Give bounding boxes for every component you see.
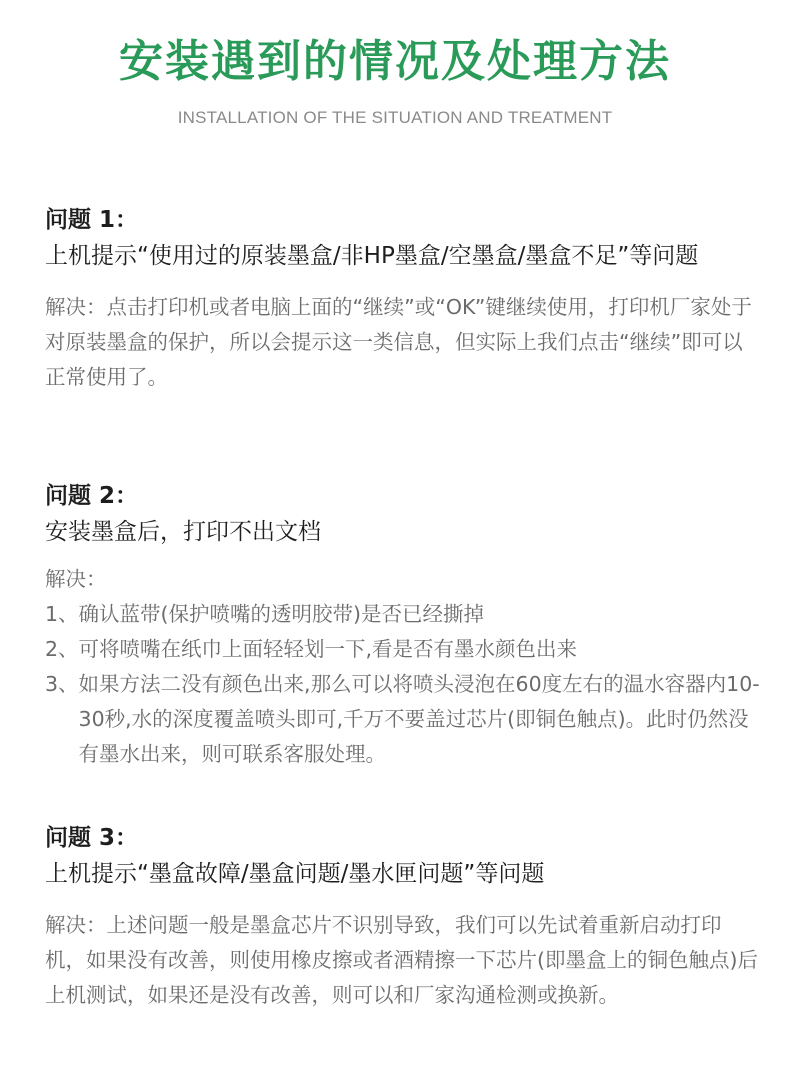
problem-1-solution: 解决：点击打印机或者电脑上面的“继续”或“OK”键继续使用，打印机厂家处于对原装墨盒的保护，所以会提示这一类信息，但实际上我们点击“继续”即可以正常使用了。: [45, 295, 752, 389]
problem-1-text: 上机提示“使用过的原装墨盒/非HP墨盒/空墨盒/墨盒不足”等问题: [45, 243, 699, 269]
page-subtitle: INSTALLATION OF THE SITUATION AND TREATMENT: [177, 108, 613, 127]
problem-3-solution: 解决：上述问题一般是墨盒芯片不识别导致，我们可以先试着重新启动打印机，如果没有改善，则使用橡皮擦或者酒精擦一下芯片(即墨盒上的铜色触点)后上机测试，如果还是没有改善，则可以和厂家沟通检测或换新。: [45, 913, 758, 1007]
problem-section-2: [45, 478, 760, 772]
solution-step: [45, 667, 760, 772]
step-text: 可将喷嘴在纸巾上面轻轻划一下,看是否有墨水颜色出来: [78, 637, 578, 661]
problem-section-1: [45, 202, 760, 395]
step-number: 1、: [45, 602, 79, 626]
problem-3-text: 上机提示“墨盒故障/墨盒问题/墨水匣问题”等问题: [45, 861, 545, 887]
step-text: 确认蓝带(保护喷嘴的透明胶带)是否已经撕掉: [78, 602, 485, 626]
solution-step: [45, 597, 760, 632]
problem-2-label: 问题 2：: [45, 483, 139, 509]
problem-section-3: [45, 820, 760, 1013]
page-title: 安装遇到的情况及处理方法: [119, 36, 671, 87]
problem-2-solution-label: 解决：: [45, 567, 107, 591]
solution-step: [45, 632, 760, 667]
problem-2-text: 安装墨盒后，打印不出文档: [45, 519, 321, 545]
step-number: 2、: [45, 637, 79, 661]
problem-1-label: 问题 1：: [45, 207, 139, 233]
problem-3-label: 问题 3：: [45, 825, 139, 851]
step-number: 3、: [45, 672, 79, 696]
step-text: 如果方法二没有颜色出来,那么可以将喷头浸泡在60度左右的温水容器内10-30秒,水的深度覆盖喷头即可,千万不要盖过芯片(即铜色触点)。此时仍然没有墨水出来，则可联系客服处理。: [78, 672, 760, 766]
